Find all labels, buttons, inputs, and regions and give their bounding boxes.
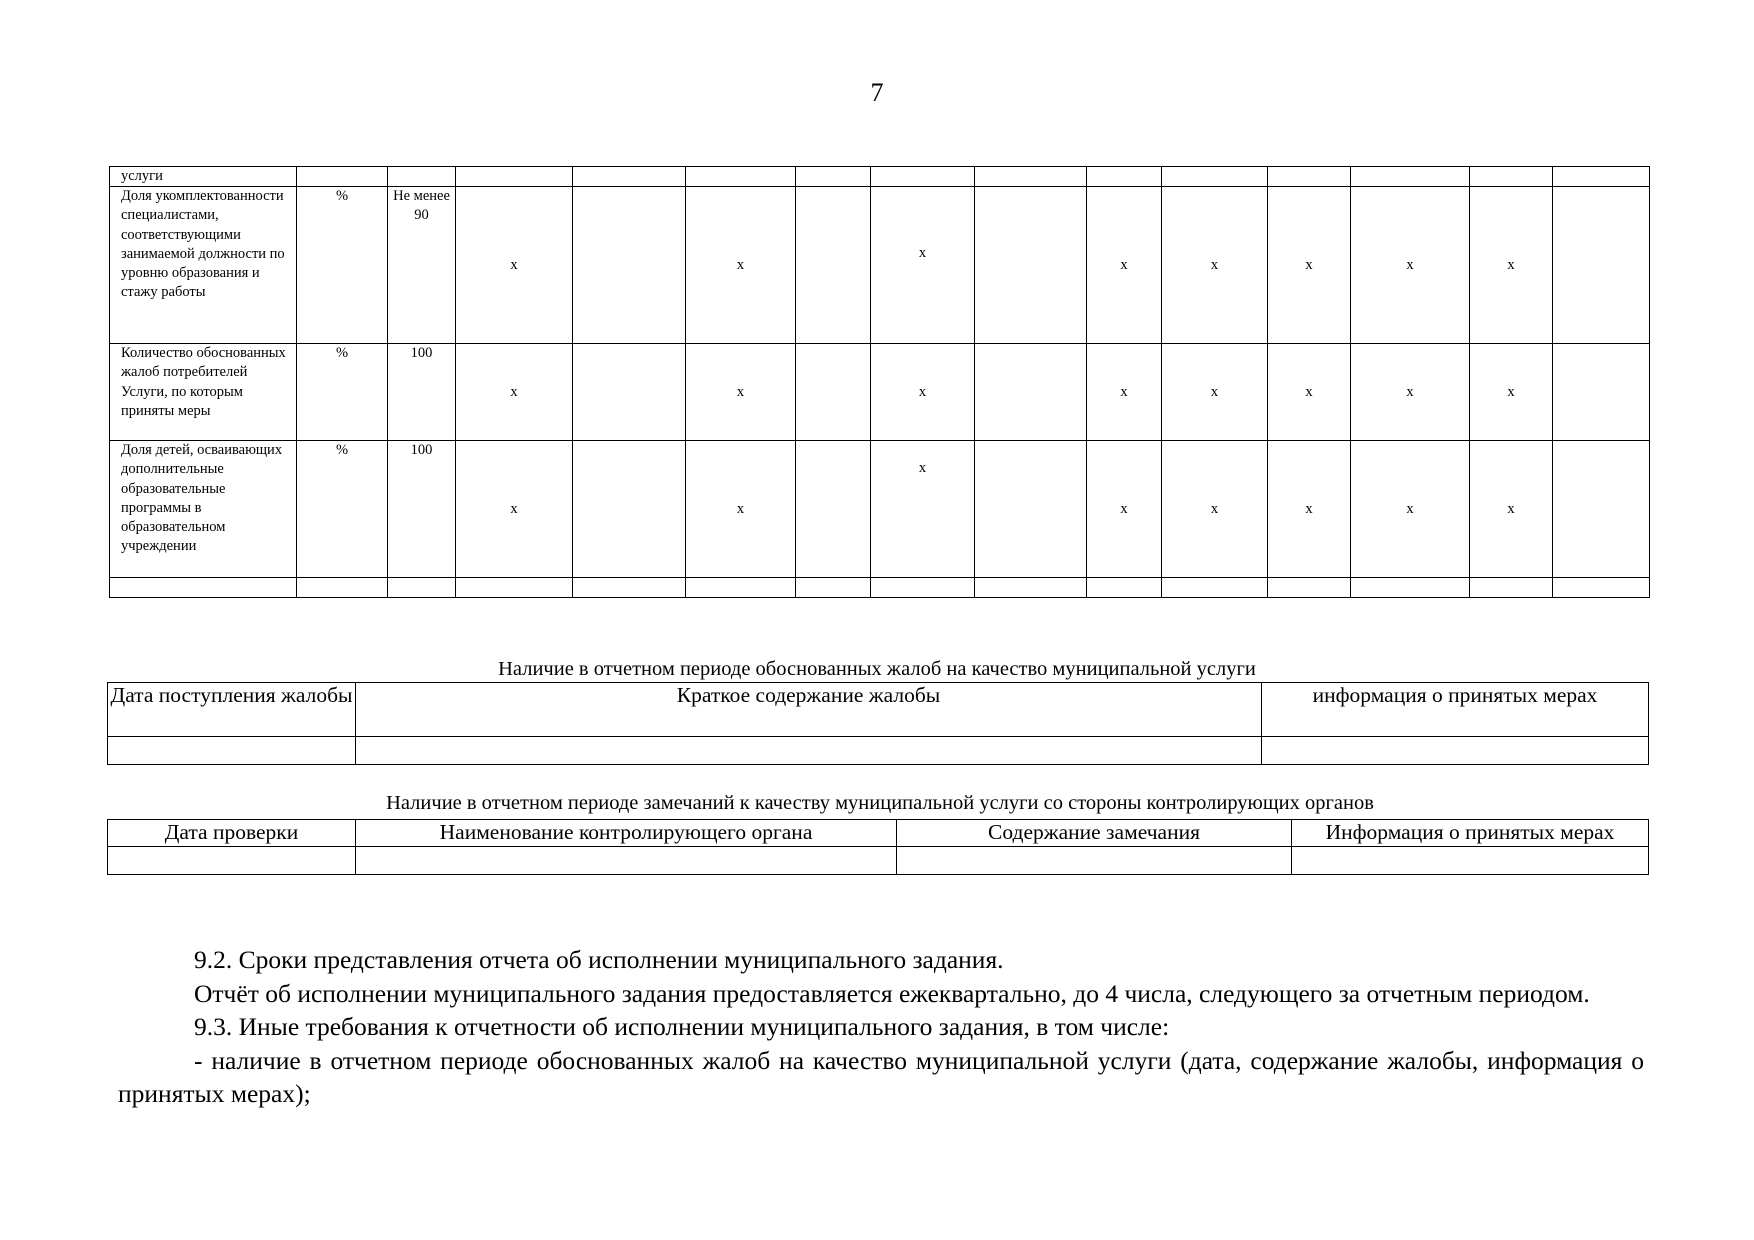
mark-cell: x [456, 344, 573, 441]
indicators-table [109, 166, 1650, 598]
page-number: 7 [870, 78, 884, 107]
mark-cell: x [456, 187, 573, 344]
mark-cell [796, 187, 871, 344]
mark-cell: x [1268, 441, 1351, 578]
mark-cell: x [686, 187, 796, 344]
mark-cell: x [1470, 441, 1553, 578]
table-row [110, 344, 1650, 441]
mark-cell: x [1268, 344, 1351, 441]
table-row [108, 847, 1649, 875]
indicator-norm: 100 [388, 441, 456, 578]
paragraph: 9.3. Иные требования к отчетности об исполнении муниципального задания, в том числе: [194, 1012, 1170, 1041]
indicator-name: Количество обоснованных жалоб потребителей Услуги, по которым приняты меры [110, 344, 297, 441]
mark-cell: x [1162, 441, 1268, 578]
mark-cell: x [1470, 344, 1553, 441]
column-header: Дата проверки [108, 820, 356, 847]
column-header: Информация о принятых мерах [1292, 820, 1649, 847]
table-row [110, 187, 1650, 344]
mark-cell: x [1351, 187, 1470, 344]
mark-cell: x [686, 344, 796, 441]
mark-cell: x [871, 441, 975, 578]
indicator-unit: % [297, 187, 388, 344]
mark-cell: x [871, 187, 975, 344]
mark-cell: x [1087, 441, 1162, 578]
indicator-name: Доля укомплектованности специалистами, соответствующими занимаемой должности по уровню образования и стажу работы [110, 187, 297, 344]
table-header-row [108, 820, 1649, 847]
mark-cell [975, 344, 1087, 441]
indicator-name: Доля детей, осваивающих дополнительные образовательные программы в образовательном учреждении [110, 441, 297, 578]
mark-cell [1553, 441, 1650, 578]
column-header: Содержание замечания [897, 820, 1292, 847]
mark-cell: x [871, 344, 975, 441]
mark-cell: x [1162, 187, 1268, 344]
mark-cell [573, 441, 686, 578]
indicator-norm: 100 [388, 344, 456, 441]
mark-cell: x [1351, 344, 1470, 441]
table-row [108, 737, 1649, 765]
paragraph: - наличие в отчетном периоде обоснованных жалоб на качество муниципальной услуги (дата, содержание жалобы, информация о принятых мерах); [118, 1045, 1644, 1108]
column-header: информация о принятых мерах [1262, 683, 1649, 737]
mark-cell [975, 187, 1087, 344]
mark-cell [796, 344, 871, 441]
mark-cell [1553, 187, 1650, 344]
mark-cell [796, 441, 871, 578]
indicator-unit: % [297, 441, 388, 578]
complaints-caption: Наличие в отчетном периоде обоснованных жалоб на качество муниципальной услуги [498, 658, 1256, 680]
complaints-table [107, 682, 1649, 765]
mark-cell: x [1087, 187, 1162, 344]
mark-cell [1553, 344, 1650, 441]
indicator-norm: Не менее 90 [388, 187, 456, 344]
paragraph: Отчёт об исполнении муниципального задания предоставляется ежеквартально, до 4 числа, следующего за отчетным периодом. [194, 978, 1590, 1008]
row-label: услуги [110, 167, 297, 187]
mark-cell: x [1087, 344, 1162, 441]
mark-cell: x [686, 441, 796, 578]
mark-cell [573, 344, 686, 441]
indicator-unit: % [297, 344, 388, 441]
column-header: Наименование контролирующего органа [356, 820, 897, 847]
mark-cell: x [1162, 344, 1268, 441]
mark-cell: x [1268, 187, 1351, 344]
mark-cell [573, 187, 686, 344]
mark-cell: x [1351, 441, 1470, 578]
table-header-row [108, 683, 1649, 737]
remarks-table [107, 819, 1649, 875]
column-header: Краткое содержание жалобы [356, 683, 1262, 737]
table-row [110, 441, 1650, 578]
column-header: Дата поступления жалобы [108, 683, 356, 737]
paragraph: 9.2. Сроки представления отчета об исполнении муниципального задания. [194, 945, 1004, 974]
table-row [110, 167, 1650, 187]
mark-cell: x [1470, 187, 1553, 344]
mark-cell [975, 441, 1087, 578]
body-text [118, 943, 1644, 1111]
table-row [110, 578, 1650, 598]
mark-cell: x [456, 441, 573, 578]
remarks-caption: Наличие в отчетном периоде замечаний к качеству муниципальной услуги со стороны контролирующих органов [386, 792, 1374, 814]
